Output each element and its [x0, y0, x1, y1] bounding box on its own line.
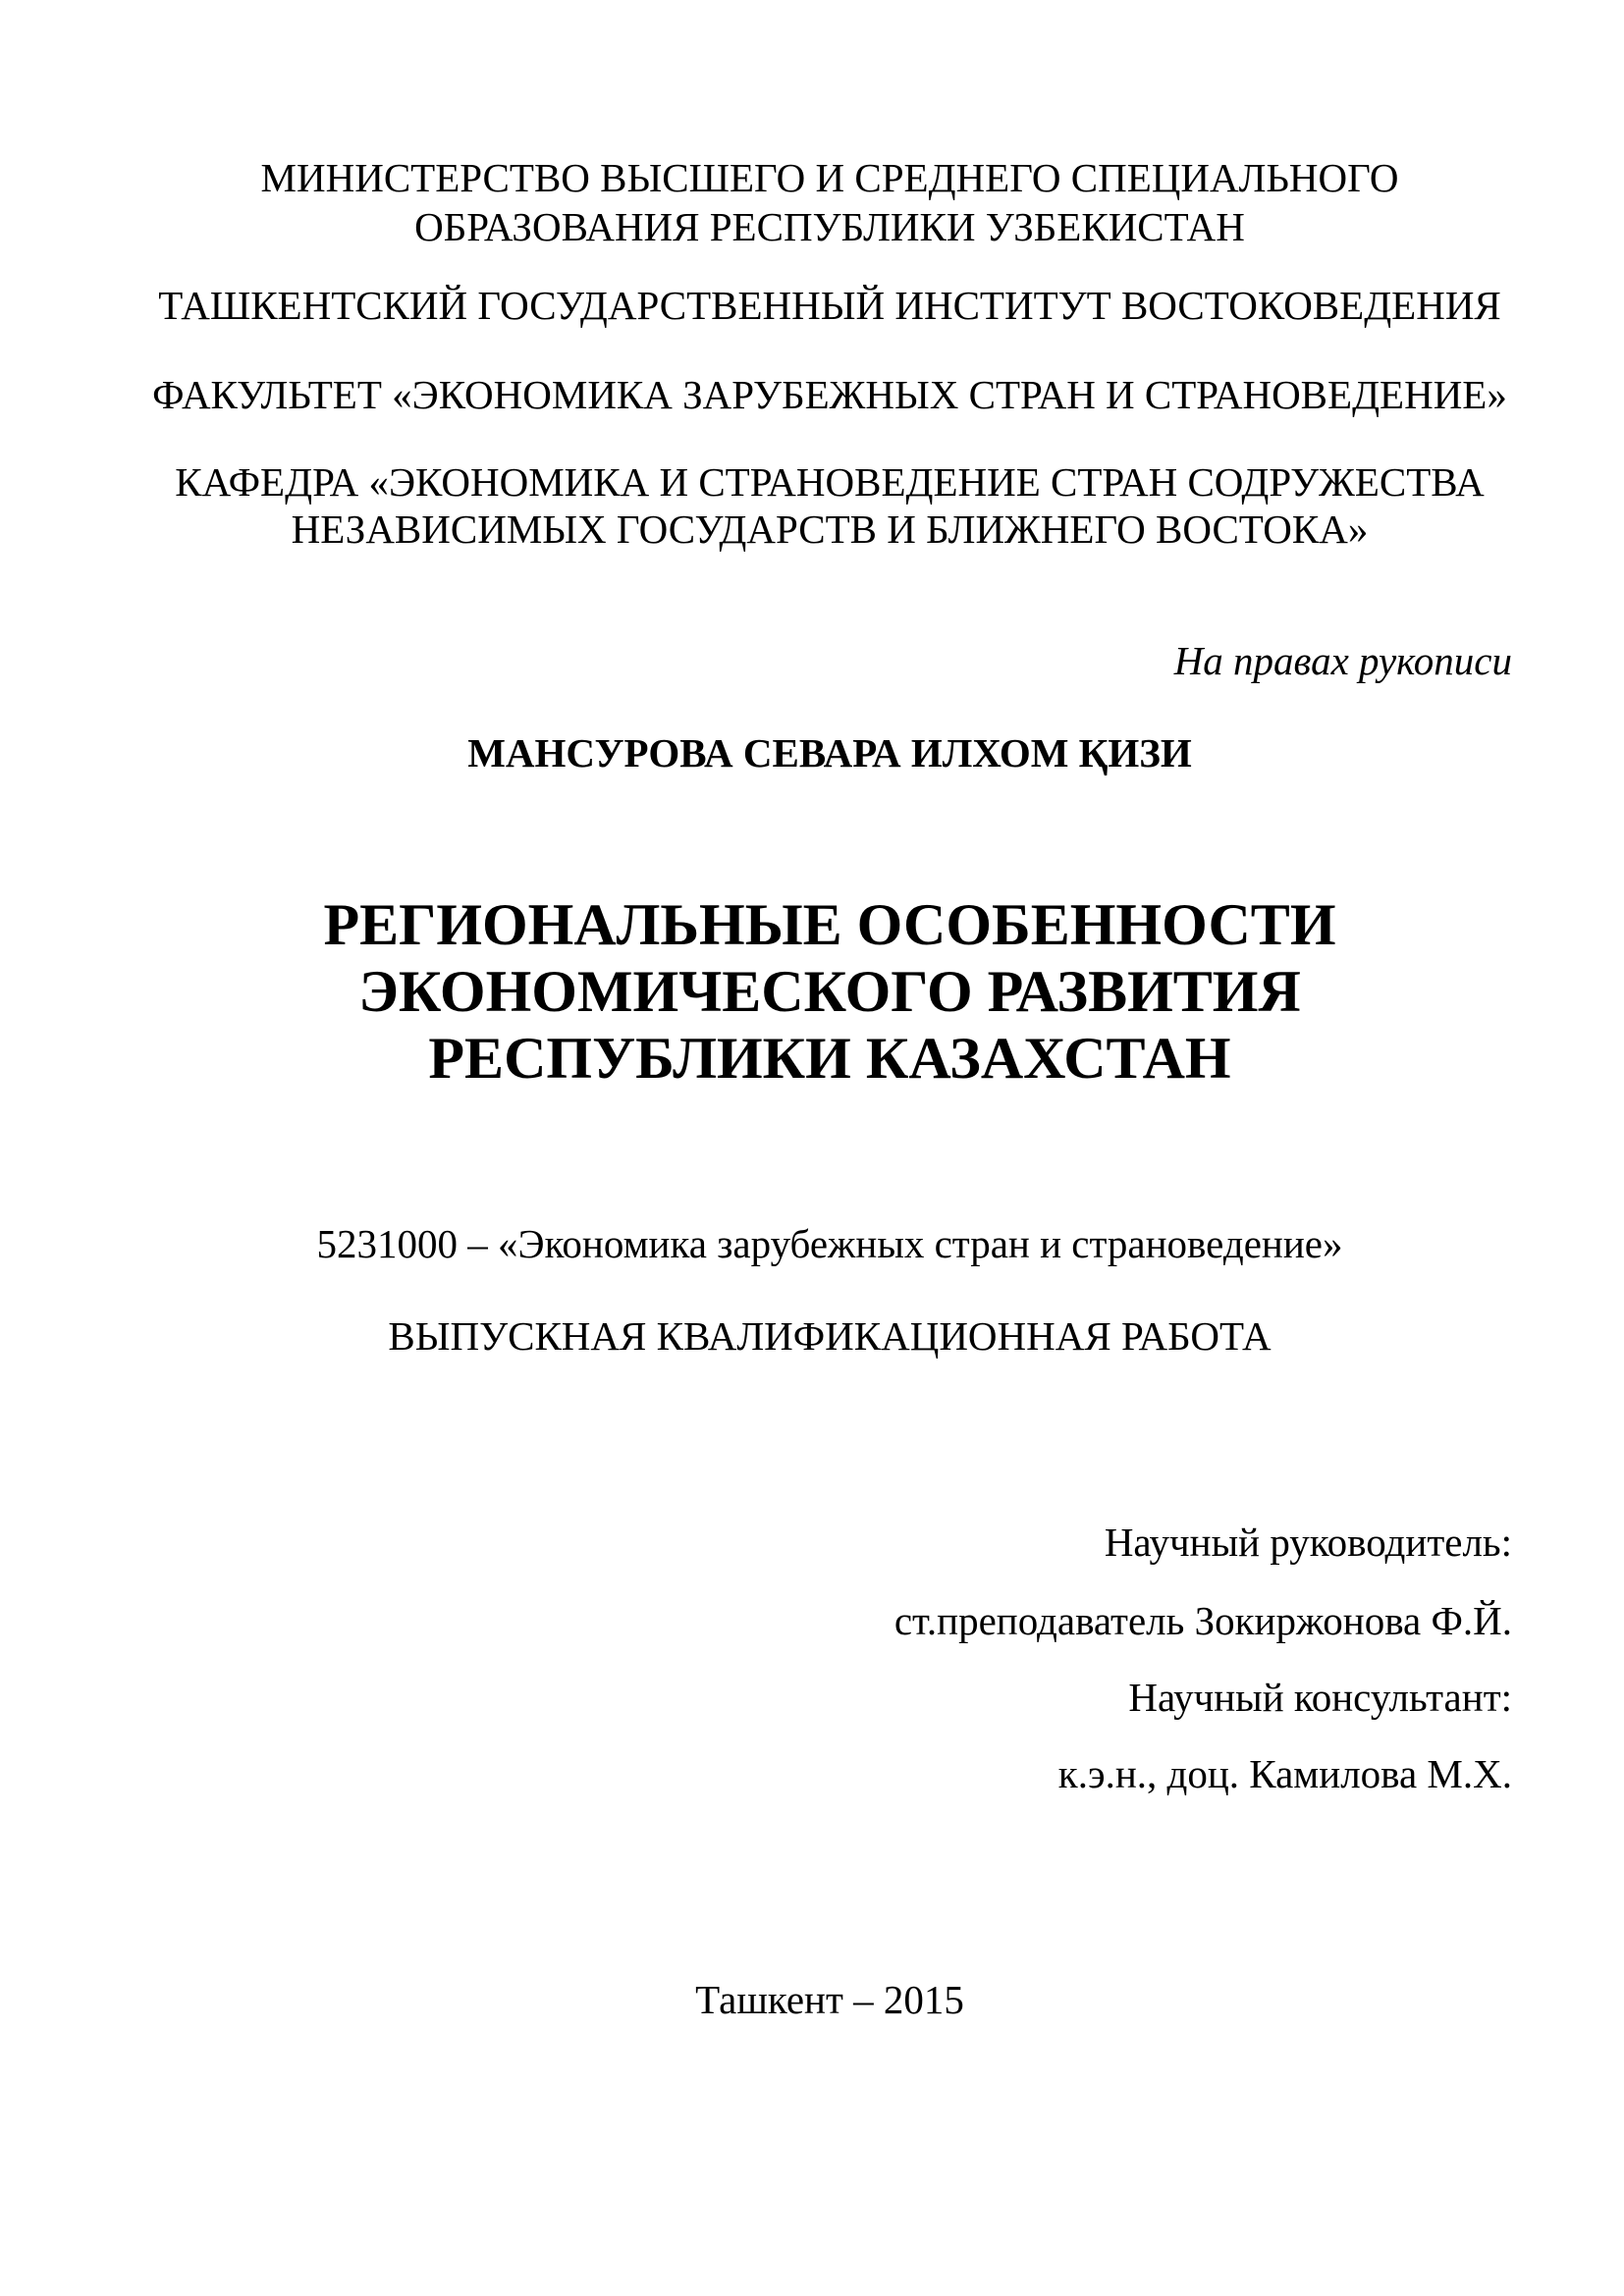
thesis-title-line-3: РЕСПУБЛИКИ КАЗАХСТАН	[428, 1026, 1231, 1091]
consultant-name: к.э.н., доц. Камилова М.Х.	[1057, 1751, 1512, 1796]
ministry-line-2: ОБРАЗОВАНИЯ РЕСПУБЛИКИ УЗБЕКИСТАН	[414, 204, 1245, 249]
consultant-label: Научный консультант:	[1128, 1675, 1512, 1720]
department-line-1: КАФЕДРА «ЭКОНОМИКА И СТРАНОВЕДЕНИЕ СТРАН СОДРУЖЕСТВА	[175, 459, 1485, 505]
institute-name: ТАШКЕНТСКИЙ ГОСУДАРСТВЕННЫЙ ИНСТИТУТ ВОСТОКОВЕДЕНИЯ	[158, 283, 1501, 328]
supervisor-label: Научный руководитель:	[1104, 1520, 1512, 1565]
thesis-title-line-1: РЕГИОНАЛЬНЫЕ ОСОБЕННОСТИ	[323, 892, 1336, 957]
faculty-name: ФАКУЛЬТЕТ «ЭКОНОМИКА ЗАРУБЕЖНЫХ СТРАН И СТРАНОВЕДЕНИЕ»	[152, 372, 1507, 417]
specialty-code: 5231000 – «Экономика зарубежных стран и страноведение»	[316, 1221, 1343, 1266]
work-type: ВЫПУСКНАЯ КВАЛИФИКАЦИОННАЯ РАБОТА	[388, 1313, 1272, 1359]
thesis-title-line-2: ЭКОНОМИЧЕСКОГО РАЗВИТИЯ	[358, 959, 1301, 1024]
city-year: Ташкент – 2015	[695, 1977, 964, 2022]
author-name: МАНСУРОВА СЕВАРА ИЛХОМ ҚИЗИ	[467, 730, 1192, 775]
department-line-2: НЕЗАВИСИМЫХ ГОСУДАРСТВ И БЛИЖНЕГО ВОСТОКА»	[291, 507, 1369, 552]
manuscript-note: На правах рукописи	[1173, 638, 1512, 683]
supervisor-name: ст.преподаватель Зокиржонова Ф.Й.	[893, 1598, 1512, 1643]
ministry-line-1: МИНИСТЕРСТВО ВЫСШЕГО И СРЕДНЕГО СПЕЦИАЛЬНОГО	[260, 155, 1399, 200]
